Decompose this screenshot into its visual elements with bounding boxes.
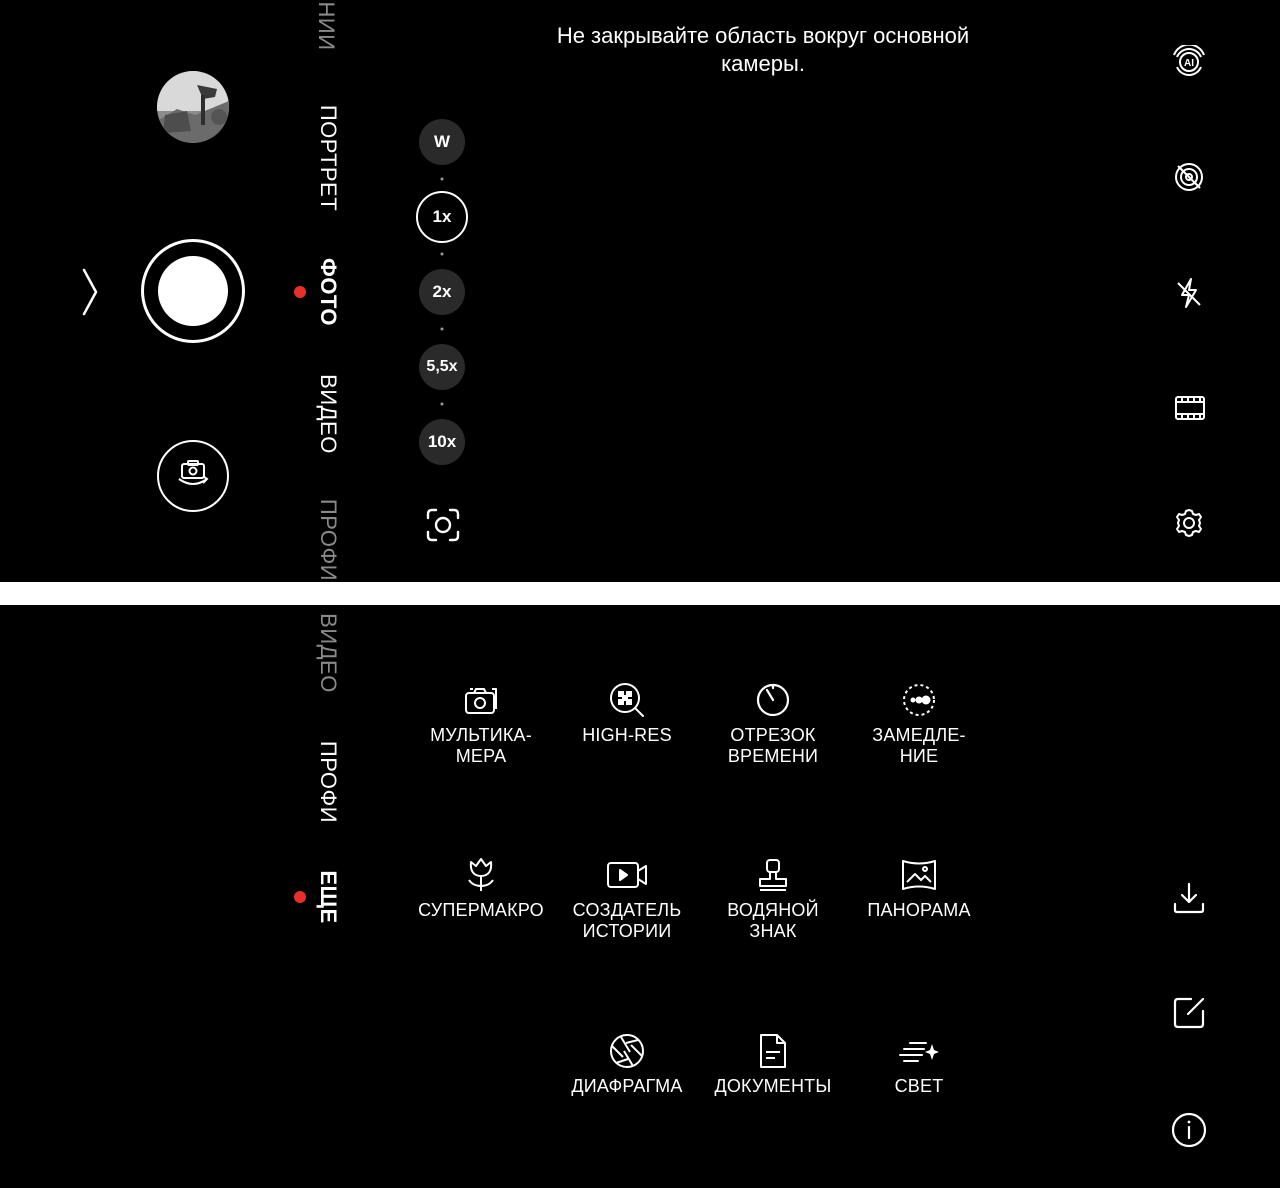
zoom-separator: [441, 178, 444, 181]
light-icon: [844, 1032, 994, 1070]
mode-portrait-prev[interactable]: НИИ: [314, 1, 339, 51]
aperture-icon: [552, 1032, 702, 1070]
mode-story-creator[interactable]: [552, 856, 702, 942]
mode-portrait[interactable]: ПОРТРЕТ: [316, 104, 341, 212]
aspect-ratio-icon[interactable]: [1174, 395, 1206, 421]
mode-multicamera-label: МУЛЬТИКА- МЕРА: [430, 725, 532, 766]
download-icon[interactable]: [1171, 880, 1207, 916]
watermark-icon: [698, 856, 848, 894]
supermacro-icon: [406, 856, 556, 894]
timelapse-icon: [698, 681, 848, 719]
edit-icon[interactable]: [1171, 995, 1207, 1031]
mode-timelapse-label: ОТРЕЗОК ВРЕМЕНИ: [727, 725, 819, 766]
mode-documents[interactable]: [698, 1032, 848, 1097]
mode-story-creator-label: СОЗДАТЕЛЬ ИСТОРИИ: [572, 900, 682, 941]
mode-documents-label: ДОКУМЕНТЫ: [714, 1076, 832, 1096]
mode-panorama[interactable]: [844, 856, 994, 921]
mode-light-label: СВЕТ: [894, 1076, 944, 1096]
mode-multicamera[interactable]: [406, 681, 556, 767]
mode-photo[interactable]: ФОТО: [316, 258, 341, 326]
zoom-separator: [441, 328, 444, 331]
switch-camera-icon: [176, 459, 210, 494]
mode-high-res-label: HIGH-RES: [582, 725, 672, 745]
shutter-core: [158, 256, 228, 326]
zoom-1x[interactable]: 1x: [416, 191, 468, 243]
zoom-10x[interactable]: 10x: [419, 419, 465, 465]
mode-video[interactable]: ВИДЕО: [316, 374, 341, 454]
active-mode-dot: [294, 891, 306, 903]
story-creator-icon: [552, 856, 702, 894]
zoom-separator: [441, 403, 444, 406]
chevron-right-icon[interactable]: [78, 266, 102, 323]
shutter-button[interactable]: [141, 239, 245, 343]
settings-icon[interactable]: [1173, 507, 1205, 539]
mode-watermark[interactable]: [698, 856, 848, 942]
info-icon[interactable]: [1171, 1112, 1207, 1148]
mode-light[interactable]: [844, 1032, 994, 1097]
documents-icon: [698, 1032, 848, 1070]
high-res-icon: [552, 681, 702, 719]
mode-panorama-label: ПАНОРАМА: [867, 900, 971, 920]
camera-more-modes: [0, 605, 1280, 1188]
mode-watermark-label: ВОДЯНОЙ ЗНАК: [727, 900, 819, 941]
mode-pro[interactable]: ПРОФИ: [316, 740, 341, 824]
active-mode-dot: [294, 286, 306, 298]
mode-timelapse[interactable]: [698, 681, 848, 767]
switch-camera-button[interactable]: [157, 440, 229, 512]
hint-text: Не закрывайте область вокруг основной камеры.: [556, 23, 970, 76]
mode-slow-motion[interactable]: [844, 681, 994, 767]
mode-high-res[interactable]: [552, 681, 702, 746]
mode-supermacro[interactable]: [406, 856, 556, 921]
zoom-2x[interactable]: 2x: [419, 269, 465, 315]
mode-aperture[interactable]: [552, 1032, 702, 1097]
flash-off-icon[interactable]: [1174, 276, 1204, 310]
mode-pro[interactable]: ПРОФИ: [316, 498, 341, 582]
mode-supermacro-label: СУПЕРМАКРО: [418, 900, 544, 920]
mode-aperture-label: ДИАФРАГМА: [571, 1076, 683, 1096]
no-filter-icon[interactable]: [1172, 160, 1206, 194]
mode-video[interactable]: ВИДЕО: [316, 613, 341, 693]
mode-more[interactable]: ЕЩЕ: [316, 870, 341, 924]
svg-text:AI: AI: [1184, 58, 1194, 69]
scan-lens-icon[interactable]: [425, 507, 461, 543]
zoom-separator: [441, 253, 444, 256]
zoom-5-5x[interactable]: 5,5x: [419, 344, 465, 390]
zoom-wide[interactable]: W: [419, 119, 465, 165]
camera-viewfinder-photo: [0, 0, 1280, 582]
mode-slow-motion-label: ЗАМЕДЛЕ- НИЕ: [872, 725, 966, 766]
gallery-thumbnail[interactable]: [157, 71, 229, 143]
slow-motion-icon: [844, 681, 994, 719]
panorama-icon: [844, 856, 994, 894]
multicamera-icon: [406, 681, 556, 719]
ai-icon[interactable]: [1172, 45, 1206, 79]
